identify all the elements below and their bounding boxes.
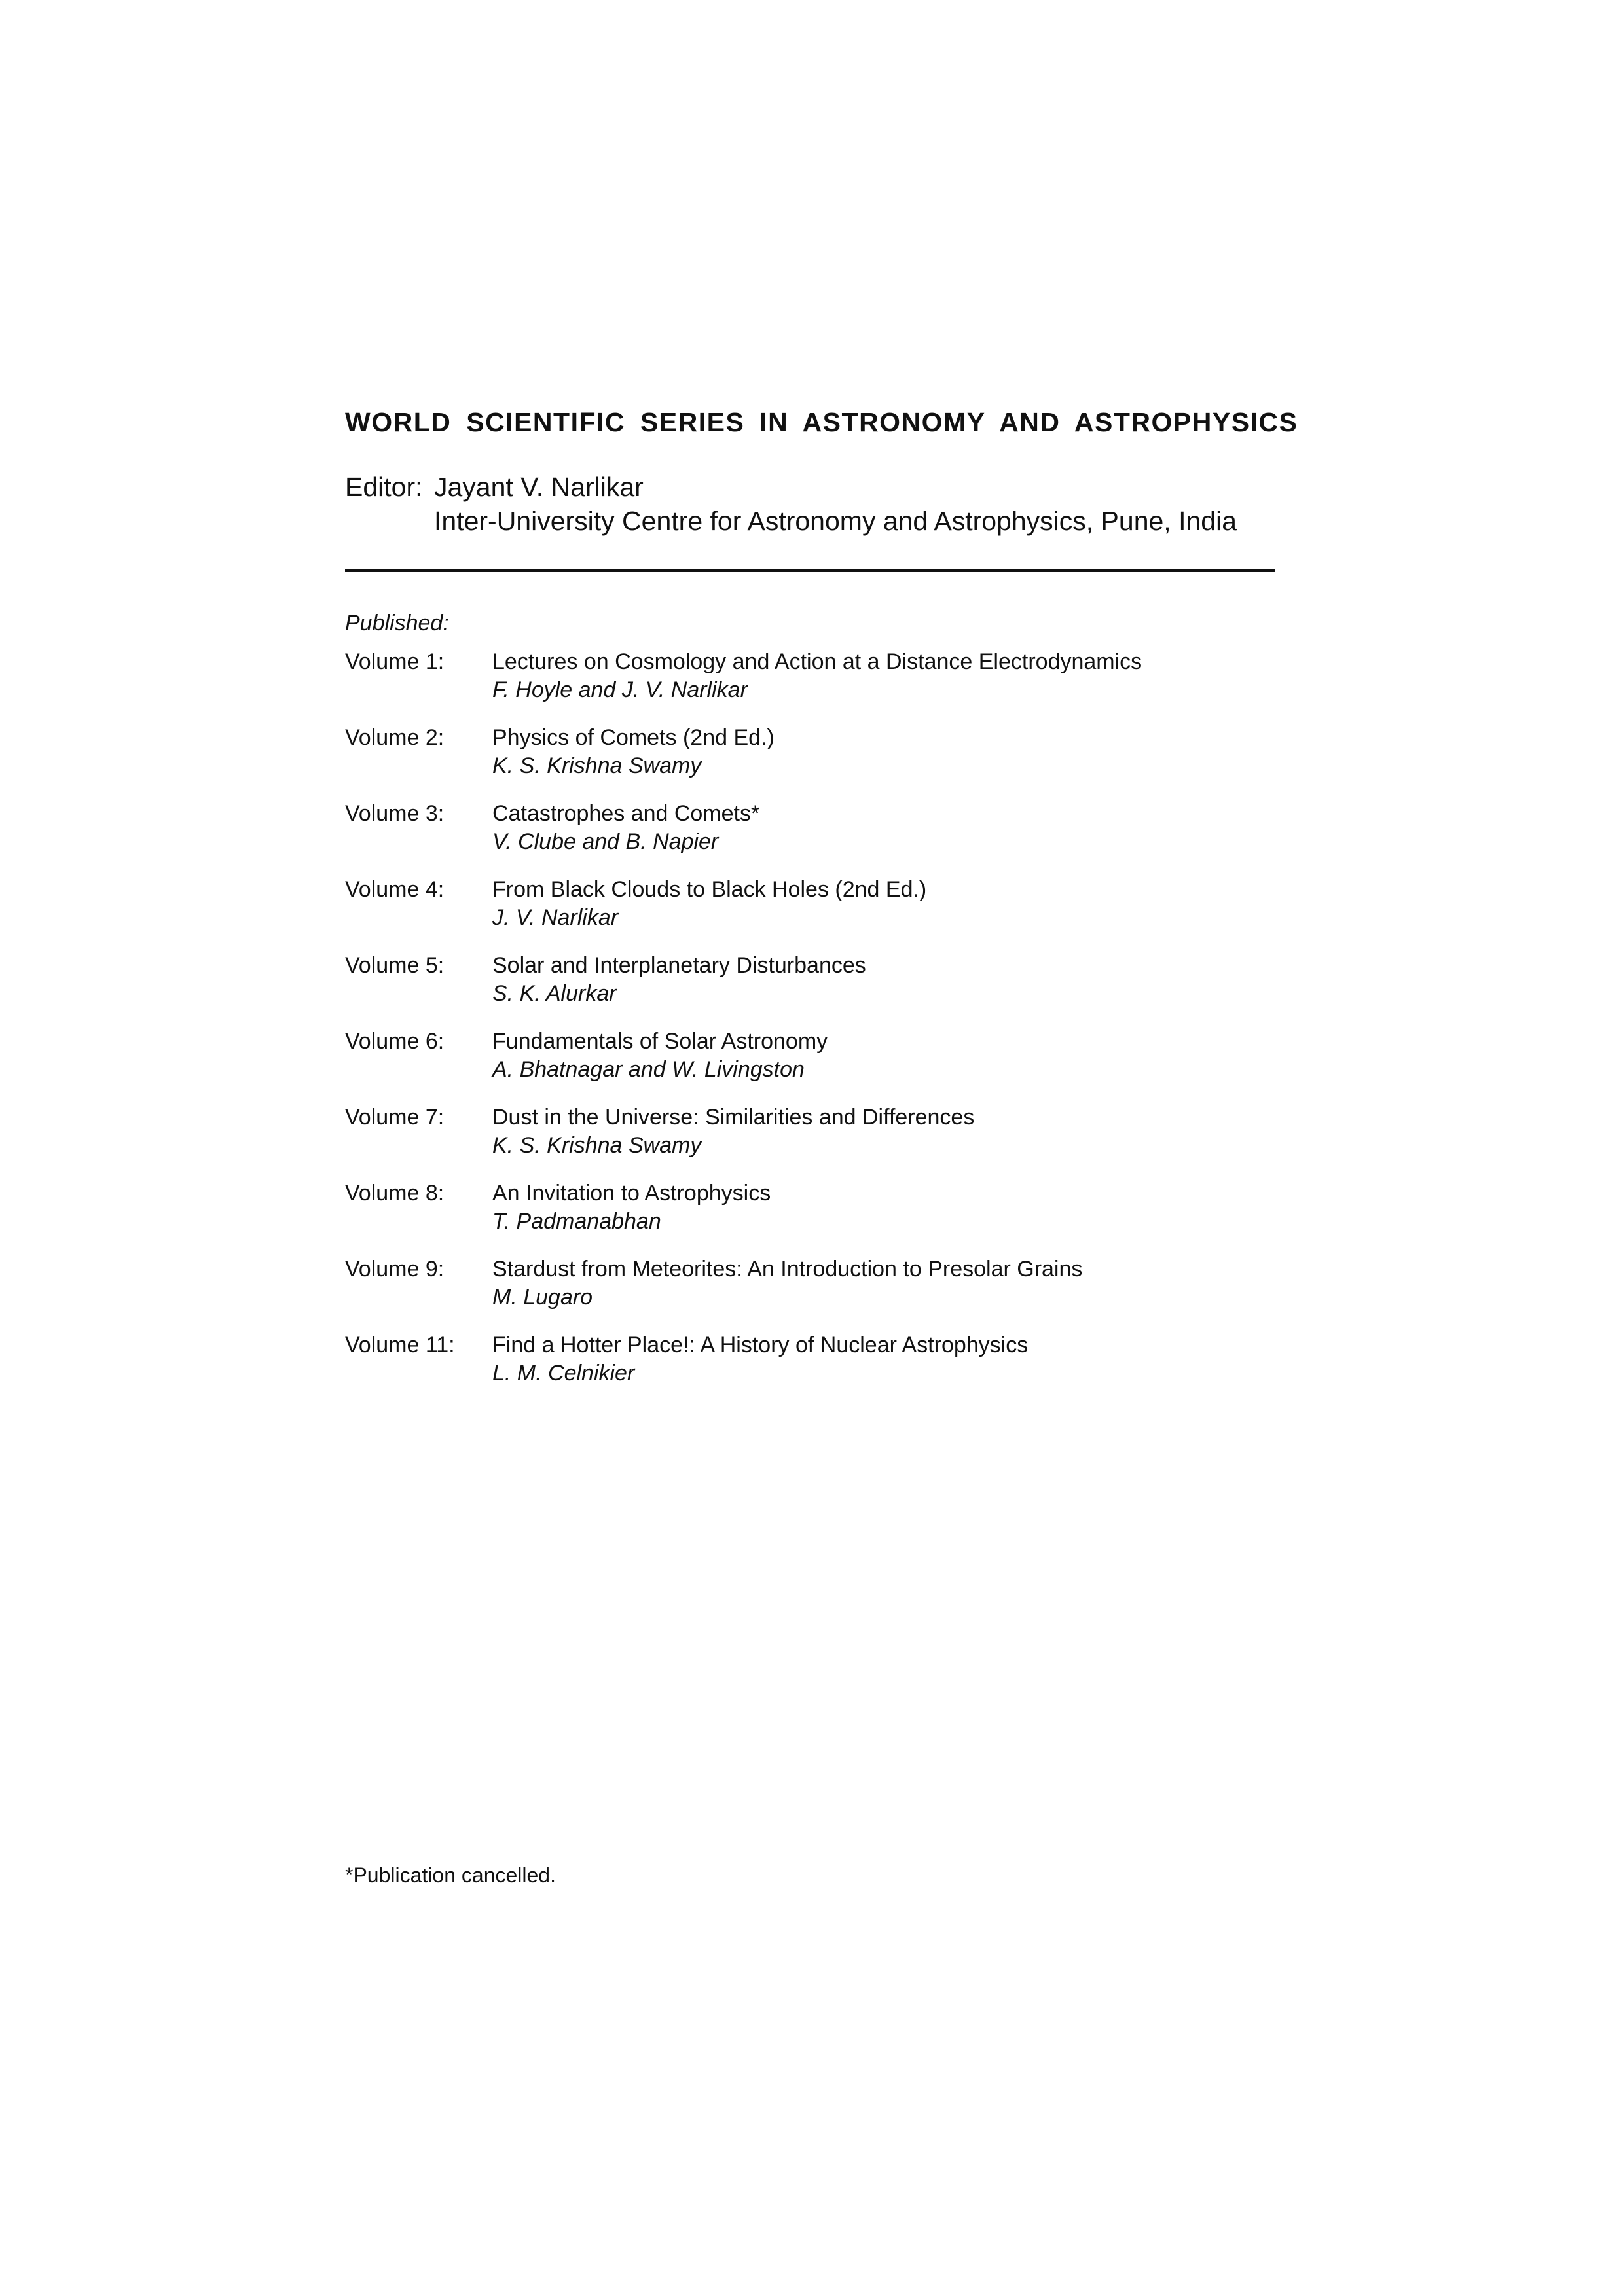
volume-number: Volume 1: [345, 649, 445, 674]
volume-text [492, 952, 866, 1028]
volume-text [492, 800, 759, 876]
editor-affiliation: Inter-University Centre for Astronomy and Astrophysics, Pune, India [434, 506, 1237, 536]
volume-title: Physics of Comets (2nd Ed.) [492, 725, 775, 750]
volume-authors: S. K. Alurkar [492, 981, 617, 1006]
volume-list [345, 648, 1327, 1407]
volume-number: Volume 2: [345, 725, 445, 750]
volume-text [492, 1179, 771, 1255]
volume-item [345, 952, 1327, 1028]
volume-number: Volume 11: [345, 1333, 455, 1357]
editor-block [345, 470, 1237, 538]
volume-authors: J. V. Narlikar [492, 905, 619, 930]
volume-authors: K. S. Krishna Swamy [492, 753, 702, 778]
editor-line [345, 470, 1237, 504]
volume-title: Solar and Interplanetary Disturbances [492, 953, 866, 978]
published-label: Published: [345, 611, 449, 636]
volume-title: Find a Hotter Place!: A History of Nuclear Astrophysics [492, 1333, 1029, 1357]
volume-authors: K. S. Krishna Swamy [492, 1133, 702, 1158]
volume-item [345, 1028, 1327, 1103]
volume-item [345, 1179, 1327, 1255]
volume-title: Stardust from Meteorites: An Introduction to Presolar Grains [492, 1257, 1083, 1282]
volume-number: Volume 6: [345, 1029, 445, 1054]
volume-item [345, 1255, 1327, 1331]
volume-text [492, 1103, 974, 1179]
volume-authors: A. Bhatnagar and W. Livingston [492, 1057, 805, 1082]
volume-item [345, 724, 1327, 800]
volume-title: Dust in the Universe: Similarities and Differences [492, 1105, 975, 1130]
volume-text [492, 724, 775, 800]
editor-label: Editor: [345, 472, 423, 502]
volume-text [492, 1255, 1082, 1331]
volume-title: Catastrophes and Comets* [492, 801, 760, 826]
volume-item [345, 1103, 1327, 1179]
editor-name: Jayant V. Narlikar [434, 472, 644, 502]
footnote: *Publication cancelled. [345, 1863, 556, 1887]
series-title: WORLD SCIENTIFIC SERIES IN ASTRONOMY AND ASTROPHYSICS [345, 407, 1298, 437]
horizontal-divider [345, 569, 1275, 572]
volume-item [345, 876, 1327, 952]
volume-text [492, 1331, 1028, 1407]
volume-title: From Black Clouds to Black Holes (2nd Ed.) [492, 877, 927, 902]
volume-authors: F. Hoyle and J. V. Narlikar [492, 677, 748, 702]
volume-text [492, 1028, 828, 1103]
volume-title: Fundamentals of Solar Astronomy [492, 1029, 828, 1054]
volume-item [345, 648, 1327, 724]
volume-number: Volume 9: [345, 1257, 445, 1282]
volume-number: Volume 4: [345, 877, 445, 902]
volume-title: An Invitation to Astrophysics [492, 1181, 771, 1206]
volume-authors: V. Clube and B. Napier [492, 829, 719, 854]
volume-authors: M. Lugaro [492, 1285, 593, 1310]
volume-number: Volume 8: [345, 1181, 445, 1206]
volume-item [345, 800, 1327, 876]
volume-text [492, 648, 1142, 724]
volume-text [492, 876, 926, 952]
volume-number: Volume 7: [345, 1105, 445, 1130]
volume-number: Volume 5: [345, 953, 445, 978]
volume-item [345, 1331, 1327, 1407]
volume-title: Lectures on Cosmology and Action at a Distance Electrodynamics [492, 649, 1142, 674]
volume-authors: T. Padmanabhan [492, 1209, 661, 1234]
volume-authors: L. M. Celnikier [492, 1361, 635, 1386]
volume-number: Volume 3: [345, 801, 445, 826]
